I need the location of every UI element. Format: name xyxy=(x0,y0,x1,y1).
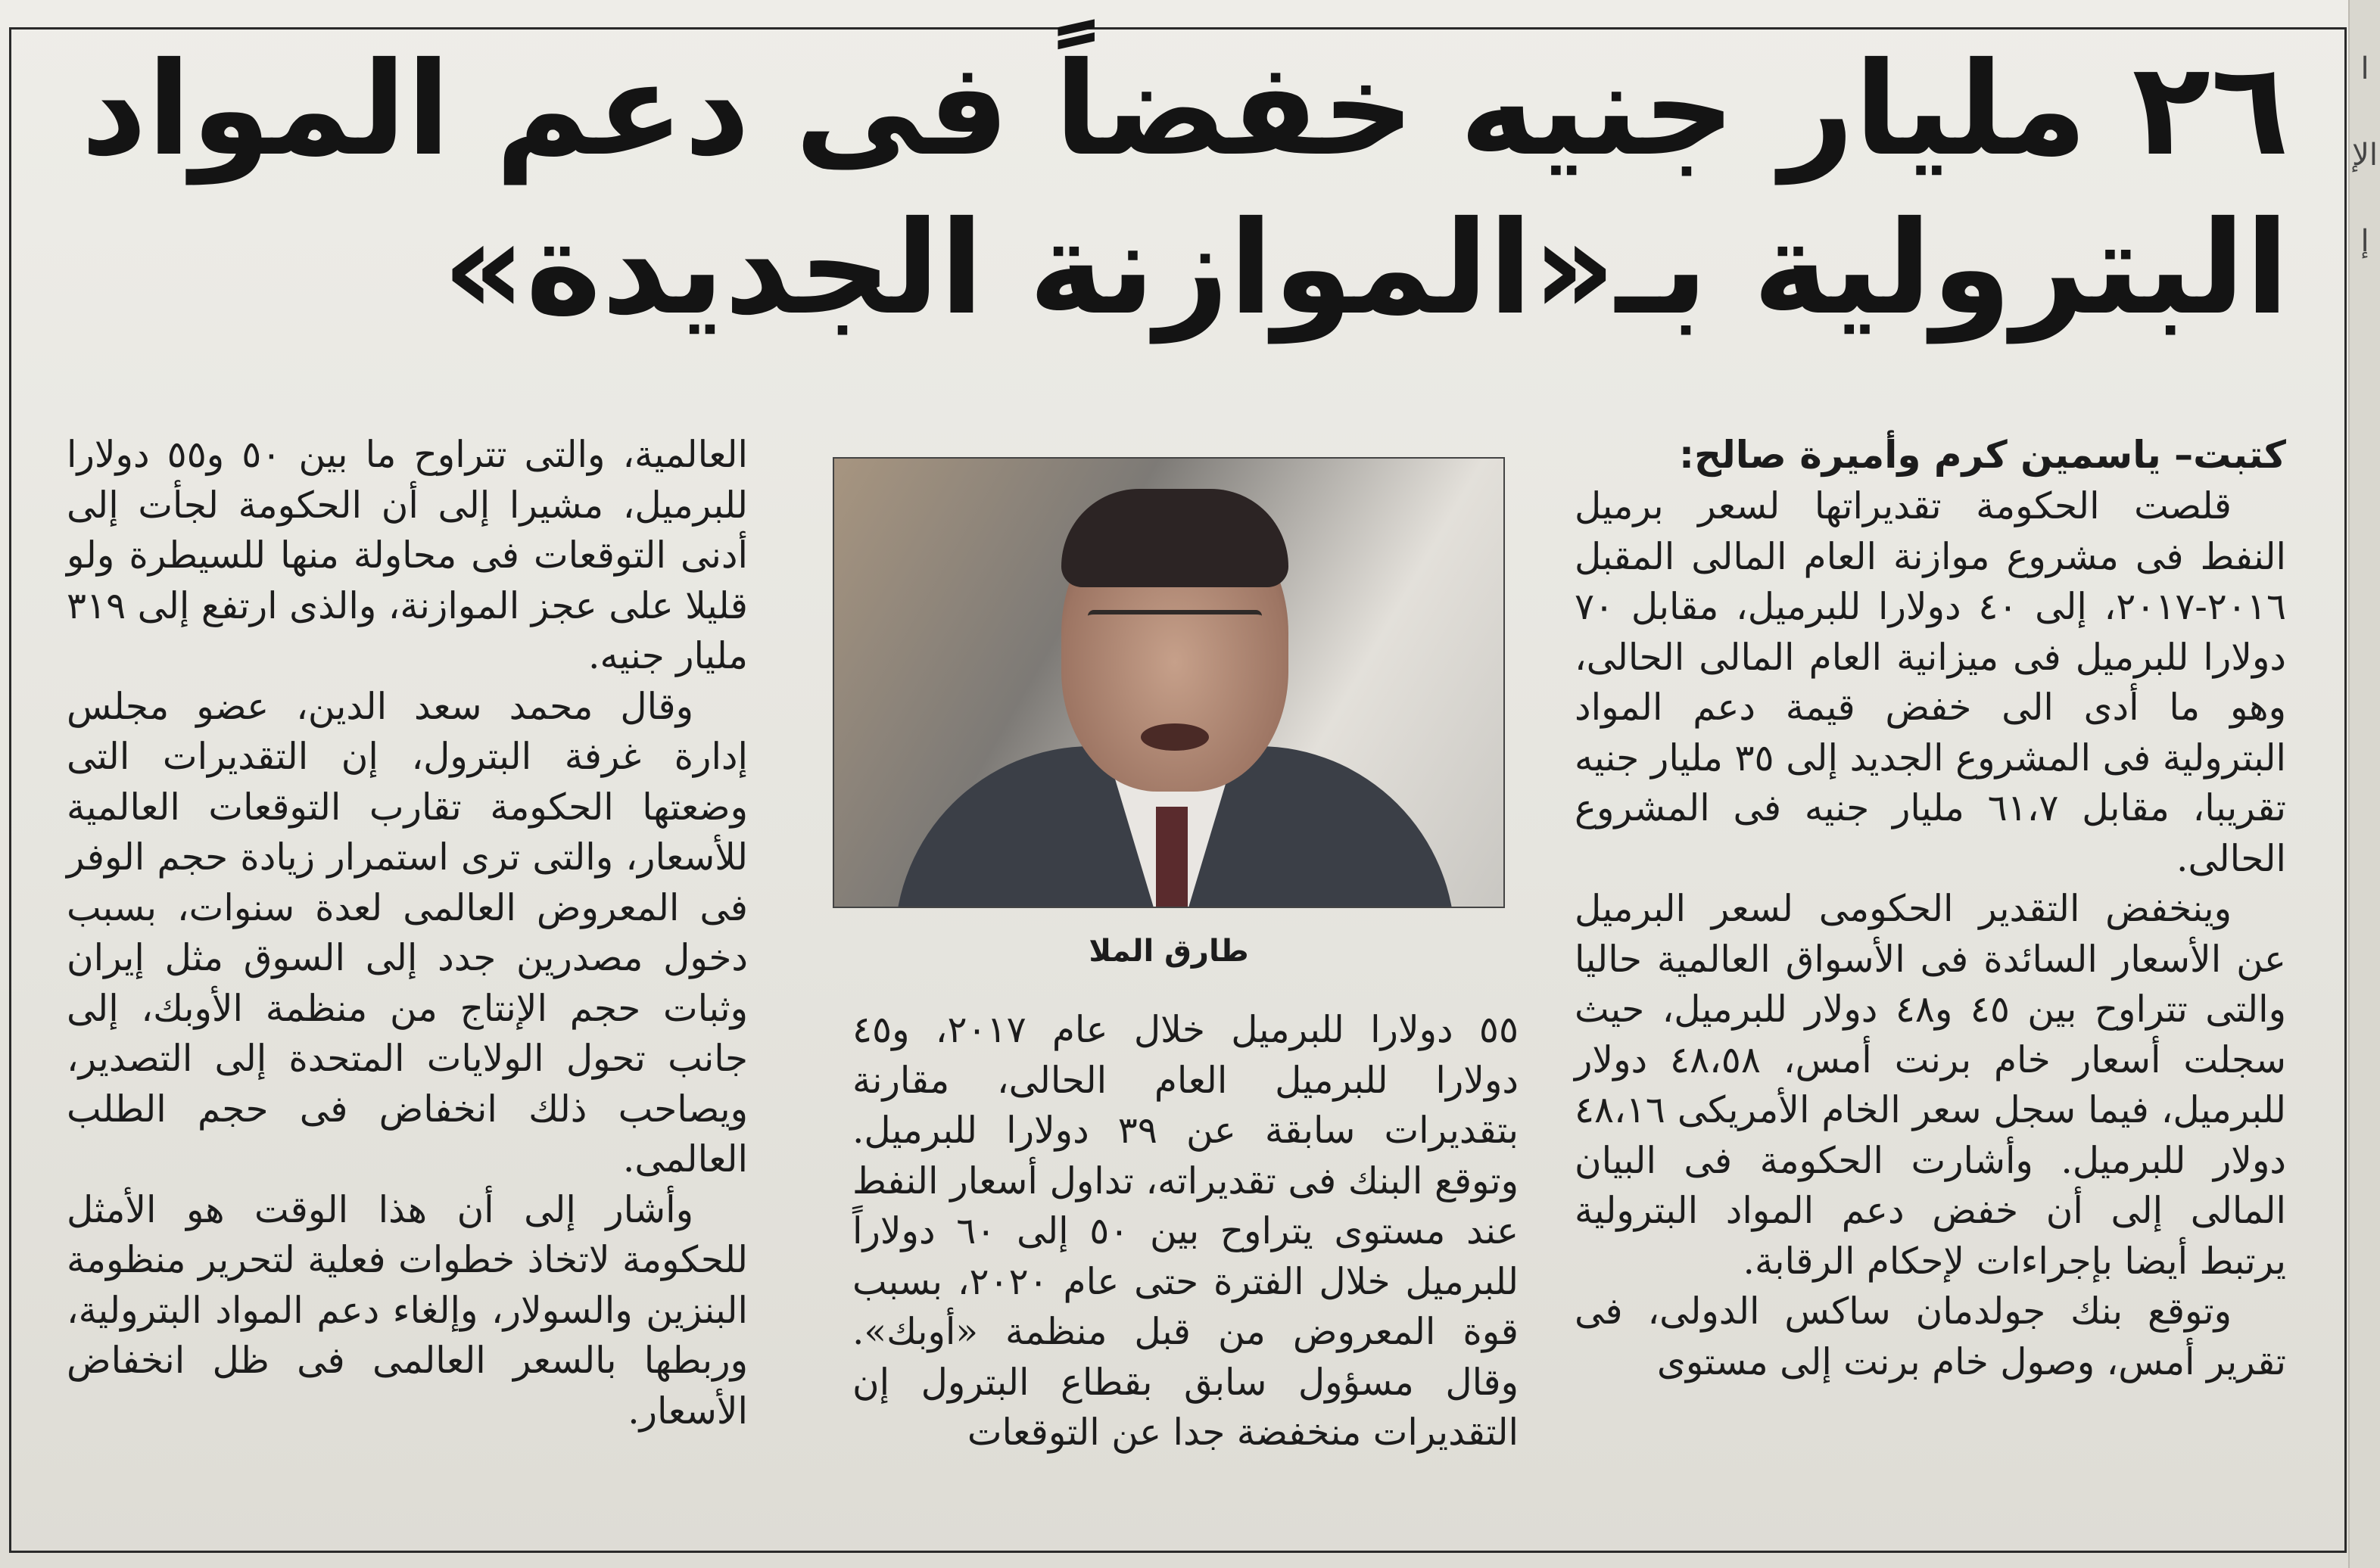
paragraph: وينخفض التقدير الحكومى لسعر البرميل عن الأسعار السائدة فى الأسواق العالمية حاليا والتى تتراوح بين ٤٥ و٤٨ دولار للبرميل، حيث سجلت أسعار خام برنت أمس، ٤٨،٥٨ دولار للبرميل، فيما سجل سعر الخام الأمريكى ٤٨،١٦ دولار للبرميل. وأشارت الحكومة فى البيان المالى إلى أن خفض دعم المواد البترولية يرتبط أيضا بإجراءات لإحكام الرقابة. xyxy=(1575,888,2286,1283)
headline-line-2: البترولية بـ«الموازنة الجديدة» xyxy=(442,194,2289,344)
paragraph: قلصت الحكومة تقديراتها لسعر برميل النفط فى مشروع موازنة العام المالى المقبل ٢٠١٦-٢٠١٧، إلى ٤٠ دولارا للبرميل، مقابل ٧٠ دولارا للبرميل فى ميزانية العام المالى الحالى، وهو ما أدى الى خفض قيمة دعم المواد البترولية فى المشروع الجديد إلى ٣٥ مليار جنيه تقريبا، مقابل ٦١،٧ مليار جنيه فى المشروع الحالى. xyxy=(1575,485,2286,880)
paragraph: العالمية، والتى تتراوح ما بين ٥٠ و٥٥ دولارا للبرميل، مشيرا إلى أن الحكومة لجأت إلى أدنى التوقعات فى محاولة منها للسيطرة ولو قليلا على عجز الموازنة، والذى ارتفع إلى ٣١٩ مليار جنيه. xyxy=(67,434,749,677)
headline-line-1: ٢٦ مليار جنيه خفضاً فى دعم المواد xyxy=(80,35,2289,185)
edge-fragment: إ xyxy=(2360,224,2369,259)
article-column-middle xyxy=(852,1005,1519,1458)
photo-tarek-el-molla xyxy=(833,457,1505,908)
byline: كتبت– ياسمين كرم وأميرة صالح: xyxy=(1678,433,2286,477)
article-column-right xyxy=(1575,430,2286,1387)
adjacent-column-edge xyxy=(2348,0,2380,1568)
edge-fragment: الإ xyxy=(2352,138,2378,173)
paragraph: وقال محمد سعد الدين، عضو مجلس إدارة غرفة البترول، إن التقديرات التى وضعتها الحكومة تقارب التوقعات العالمية للأسعار، والتى ترى استمرار زيادة حجم الوفر فى المعروض العالمى لعدة سنوات، بسبب دخول مصدرين جدد إلى السوق مثل إيران وثبات حجم الإنتاج من منظمة الأوبك، إلى جانب تحول الولايات المتحدة إلى التصدير، ويصاحب ذلك انخفاض فى حجم الطلب العالمى. xyxy=(67,685,748,1181)
paragraph: وأشار إلى أن هذا الوقت هو الأمثل للحكومة لاتخاذ خطوات فعلية لتحرير منظومة البنزين والسولار، وإلغاء دعم المواد البترولية، وربطها بالسعر العالمى فى ظل انخفاض الأسعار. xyxy=(67,1188,748,1433)
edge-fragment: ا xyxy=(2360,51,2369,86)
paragraph: ٥٥ دولارا للبرميل خلال عام ٢٠١٧، و٤٥ دولارا للبرميل العام الحالى، مقارنة بتقديرات سابقة عن ٣٩ دولارا للبرميل. وتوقع البنك فى تقديراته، تداول أسعار النفط عند مستوى يتراوح بين ٥٠ إلى ٦٠ دولاراً للبرميل خلال الفترة حتى عام ٢٠٢٠، بسبب قوة المعروض من قبل منظمة «أوبك». وقال مسؤول سابق بقطاع البترول إن التقديرات منخفضة جدا عن التوقعات xyxy=(852,1009,1519,1454)
article-column-left xyxy=(67,430,748,1436)
photo-caption: طارق الملا xyxy=(1089,934,1249,969)
paragraph: وتوقع بنك جولدمان ساكس الدولى، فى تقرير أمس، وصول خام برنت إلى مستوى xyxy=(1575,1290,2286,1383)
